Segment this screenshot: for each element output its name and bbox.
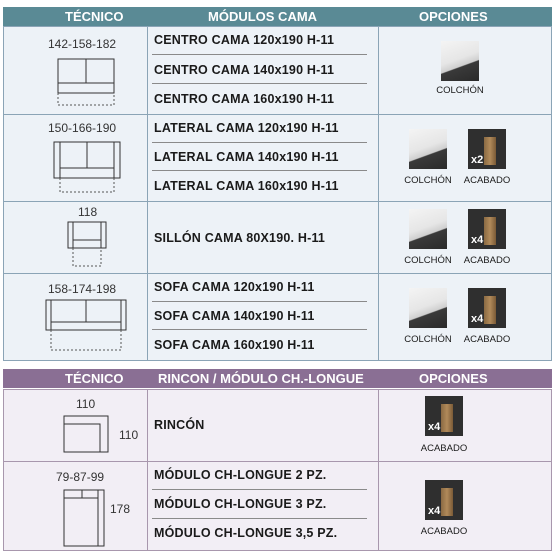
row-ch-longue (3, 461, 552, 551)
header-modulos-cama: MÓDULOS CAMA (208, 9, 318, 24)
dims-side-label: 178 (110, 502, 131, 516)
header-bar-modulos-cama (3, 7, 552, 26)
dims-label: 150-166-190 (48, 121, 117, 135)
option-label-acabado: ACABADO (463, 175, 511, 186)
header-rincon-modulo: RINCON / MÓDULO CH.-LONGUE (158, 371, 364, 386)
header-bar-rincon (3, 369, 552, 388)
finish-count: x4 (471, 234, 484, 246)
row-rincon (3, 389, 552, 463)
dims-side-label: 110 (119, 428, 139, 442)
dims-label: 142-158-182 (48, 37, 117, 51)
finish-leg-icon (468, 209, 506, 249)
centro-cama-drawing (56, 57, 116, 107)
finish-leg-icon (425, 396, 463, 436)
mattress-icon (409, 209, 447, 249)
item-sofa-cama-140: SOFA CAMA 140x190 H-11 (154, 309, 315, 323)
item-lateral-cama-120: LATERAL CAMA 120x190 H-11 (154, 121, 339, 135)
finish-count: x2 (471, 154, 484, 166)
sillon-cama-drawing (66, 220, 108, 270)
dims-label: 158-174-198 (48, 282, 117, 296)
header-opciones: OPCIONES (419, 9, 488, 24)
lateral-cama-drawing (52, 140, 122, 195)
option-label-colchon: COLCHÓN (404, 255, 452, 266)
rincon-drawing (62, 414, 112, 456)
mattress-icon (409, 288, 447, 328)
item-centro-cama-120: CENTRO CAMA 120x190 H-11 (154, 33, 335, 47)
item-ch-longue-35pz: MÓDULO CH-LONGUE 3,5 PZ. (154, 526, 338, 540)
header-tecnico: TÉCNICO (65, 9, 124, 24)
header-tecnico: TÉCNICO (65, 371, 124, 386)
finish-count: x4 (428, 421, 441, 433)
mattress-icon (441, 41, 479, 81)
row-sofa-cama (3, 273, 552, 361)
dims-label: 79-87-99 (56, 470, 105, 484)
option-label-acabado: ACABADO (463, 334, 511, 345)
item-lateral-cama-140: LATERAL CAMA 140x190 H-11 (154, 150, 339, 164)
item-centro-cama-140: CENTRO CAMA 140x190 H-11 (154, 63, 335, 77)
row-lateral-cama (3, 114, 552, 203)
item-ch-longue-3pz: MÓDULO CH-LONGUE 3 PZ. (154, 497, 327, 511)
mattress-icon (409, 129, 447, 169)
item-sillon-cama-80: SILLÓN CAMA 80X190. H-11 (154, 231, 326, 245)
option-label-acabado: ACABADO (420, 443, 468, 454)
option-label-colchon: COLCHÓN (436, 85, 484, 96)
item-rincon: RINCÓN (154, 418, 205, 432)
item-lateral-cama-160: LATERAL CAMA 160x190 H-11 (154, 179, 339, 193)
header-opciones: OPCIONES (419, 371, 488, 386)
item-centro-cama-160: CENTRO CAMA 160x190 H-11 (154, 92, 335, 106)
item-sofa-cama-160: SOFA CAMA 160x190 H-11 (154, 338, 315, 352)
item-ch-longue-2pz: MÓDULO CH-LONGUE 2 PZ. (154, 468, 327, 482)
item-sofa-cama-120: SOFA CAMA 120x190 H-11 (154, 280, 315, 294)
finish-count: x4 (428, 505, 441, 517)
option-label-acabado: ACABADO (463, 255, 511, 266)
sofa-cama-drawing (44, 298, 128, 354)
row-centro-cama (3, 26, 552, 116)
option-label-colchon: COLCHÓN (404, 175, 452, 186)
option-label-acabado: ACABADO (420, 526, 468, 537)
row-sillon-cama (3, 201, 552, 275)
finish-leg-icon (468, 288, 506, 328)
dims-label: 110 (76, 397, 96, 411)
finish-leg-icon (425, 480, 463, 520)
finish-count: x4 (471, 313, 484, 325)
option-label-colchon: COLCHÓN (404, 334, 452, 345)
finish-leg-icon (468, 129, 506, 169)
dims-label: 118 (78, 205, 98, 219)
ch-longue-drawing (62, 488, 108, 548)
